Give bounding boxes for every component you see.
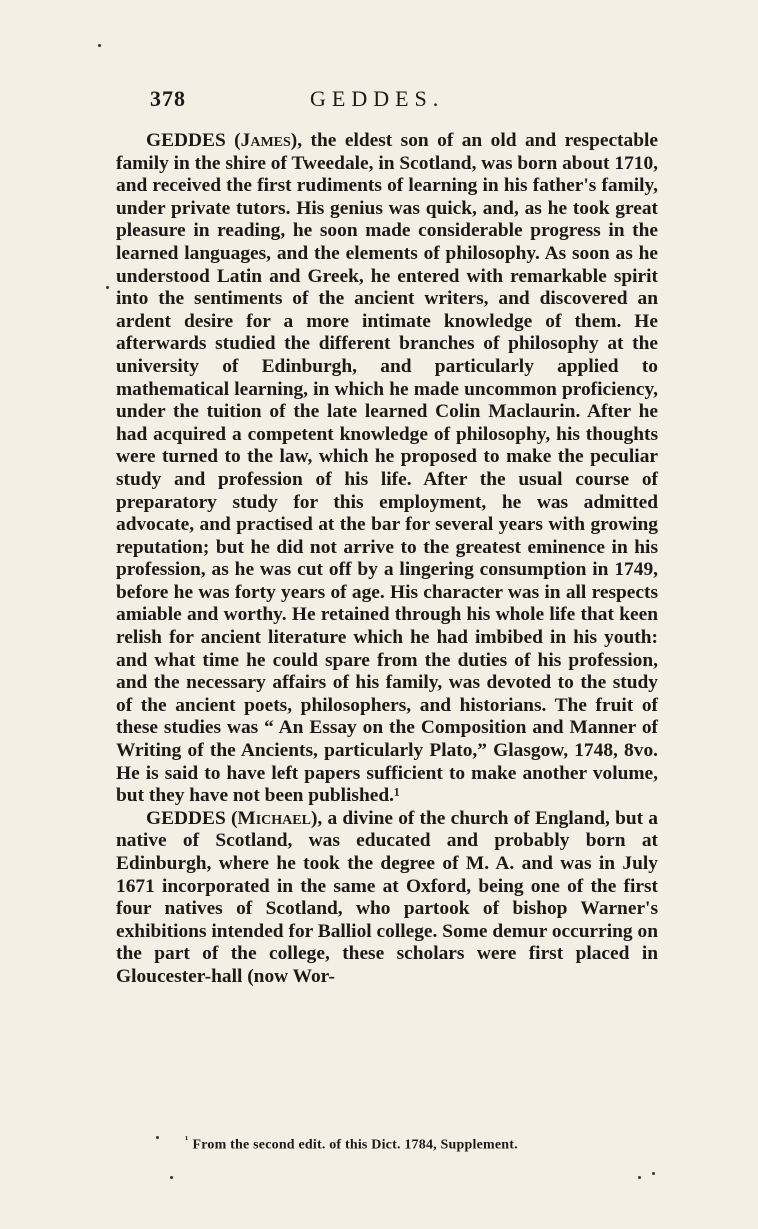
page-number: 378 xyxy=(150,86,186,111)
paper-speck xyxy=(156,1136,159,1139)
entry-text: ), the eldest son of an old and respectable family in the shire of Tweedale, in Scotland, was born about 1710, and received the first rudiments of learning in his father's family, under private tutors. His genius was quick, and, as he took great pleasure in reading, he soon made considerable progress in the learned languages, and the elements of philosophy. As soon as he understood Latin and Greek, he entered with remarkable spirit into the sentiments of the ancient writers, and discovered an ardent desire for a more intimate knowledge of them. He afterwards studied the different branches of philosophy at the university of Edinburgh, and particularly applied to mathematical learning, in which he made uncommon proficiency, under the tuition of the late learned Colin Maclaurin. After he had acquired a competent knowledge of philosophy, his thoughts were turned to the law, which he proposed to make the peculiar study and profession of his life. After the usual course of preparatory study for this employment, he was admitted advocate, and practised at the bar for several years with growing reputation; but he did not arrive to the greatest eminence in his profession, as he was cut off by a lingering consumption in 1749, before he was forty years of age. His character was in all respects amiable and worthy. He retained through his whole life that keen relish for ancient literature which he had imbibed in his youth: and what time he could spare from the duties of his profession, and the necessary affairs of his family, was devoted to the study of the ancient poets, philosophers, and historians. The fruit of these studies was “ An Essay on the Composition and Manner of Writing of the Ancients, particularly Plato,” Glasgow, 1748, 8vo. He is said to have left papers sufficient to make another volume, but they have not been published.¹ xyxy=(116,130,658,807)
paper-speck xyxy=(98,44,101,47)
entry-lead: GEDDES ( xyxy=(146,130,241,151)
footnote xyxy=(185,1134,605,1154)
paper-speck xyxy=(170,1176,173,1179)
paper-speck xyxy=(638,1176,641,1179)
entry-text: ), a divine of the church of England, but a native of Scotland, was educated and probably born at Edinburgh, where he took the degree of M. A. and was in July 1671 incorporated in the same at Oxford, being one of the first four natives of Scotland, who partook of bishop Warner's exhibitions intended for Balliol college. Some demur occurring on the part of the college, these scholars were first placed in Gloucester-hall (now Wor- xyxy=(116,807,658,987)
paper-speck xyxy=(106,286,109,289)
footnote-mark: ¹ xyxy=(185,1134,189,1146)
entry-lead: GEDDES ( xyxy=(146,807,238,829)
footnote-text: From the second edit. of this Dict. 1784, Supplement. xyxy=(192,1137,518,1153)
running-head: GEDDES. xyxy=(310,86,445,111)
body-text xyxy=(116,130,658,989)
entry-geddes-michael xyxy=(116,808,658,989)
page-header xyxy=(150,86,660,118)
entry-geddes-james xyxy=(116,130,658,808)
entry-forename: James xyxy=(240,130,291,151)
entry-forename: Michael xyxy=(237,807,311,829)
paper-speck xyxy=(652,1172,655,1175)
